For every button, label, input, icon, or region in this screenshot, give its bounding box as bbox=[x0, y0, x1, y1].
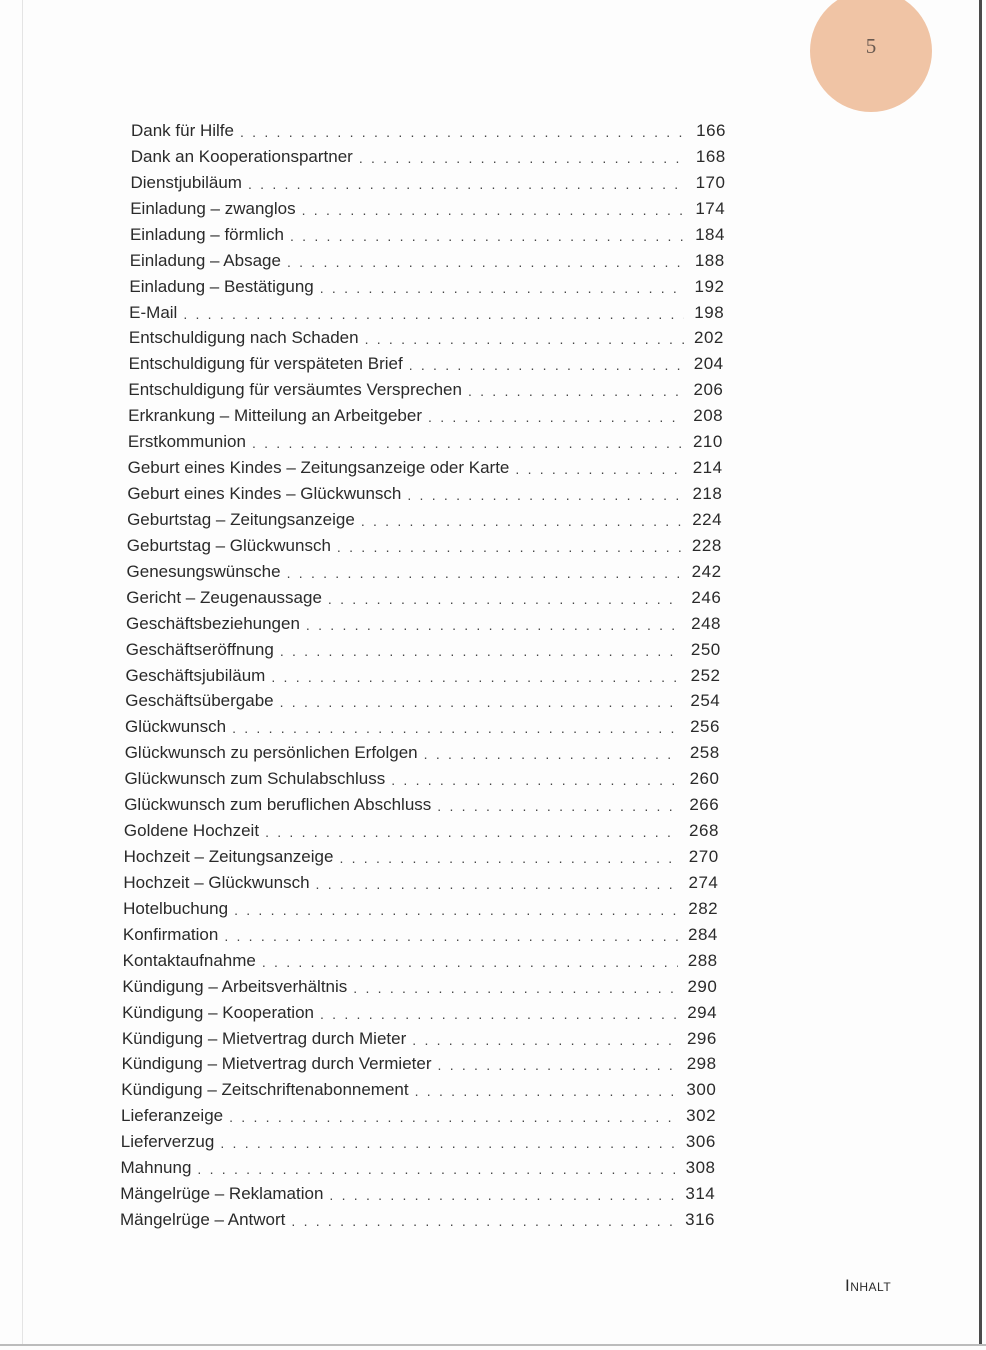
toc-dot-leader bbox=[329, 1186, 675, 1205]
toc-entry bbox=[129, 300, 724, 324]
toc-dot-leader bbox=[287, 564, 682, 583]
toc-entry-title: Dank für Hilfe bbox=[131, 121, 234, 140]
toc-entry-page: 266 bbox=[689, 795, 720, 815]
toc-dot-leader bbox=[287, 253, 685, 272]
toc-entry bbox=[126, 663, 721, 687]
toc-entry-page: 294 bbox=[687, 1002, 718, 1022]
toc-entry-title: Dank an Kooperationspartner bbox=[130, 146, 353, 166]
toc-dot-leader bbox=[280, 693, 681, 712]
toc-dot-leader bbox=[438, 1056, 677, 1075]
toc-entry bbox=[125, 740, 720, 764]
toc-entry-page: 260 bbox=[689, 769, 720, 789]
toc-entry bbox=[130, 196, 725, 220]
toc-entry-title: Geschäftsübergabe bbox=[125, 691, 274, 711]
toc-dot-leader bbox=[412, 1031, 677, 1050]
toc-entry bbox=[130, 248, 725, 272]
toc-entry-title: Glückwunsch zum Schulabschluss bbox=[124, 769, 386, 789]
toc-entry-title: Gericht – Zeugenaussage bbox=[126, 587, 322, 607]
toc-entry-title: Entschuldigung für versäumtes Versprechen bbox=[128, 380, 462, 400]
toc-entry-page: 208 bbox=[693, 406, 724, 426]
toc-entry-page: 202 bbox=[694, 328, 724, 348]
toc-entry bbox=[128, 429, 723, 453]
toc-dot-leader bbox=[320, 279, 685, 298]
toc-entry-title: Goldene Hochzeit bbox=[123, 821, 260, 841]
toc-entry-page: 270 bbox=[688, 847, 719, 867]
toc-dot-leader bbox=[339, 849, 678, 868]
toc-entry bbox=[124, 766, 719, 790]
toc-entry bbox=[123, 870, 718, 894]
toc-entry-page: 314 bbox=[685, 1184, 716, 1204]
toc-entry-page: 224 bbox=[692, 509, 723, 529]
toc-entry-page: 256 bbox=[690, 717, 720, 737]
toc-entry bbox=[120, 1181, 715, 1205]
toc-dot-leader bbox=[316, 875, 679, 894]
toc-entry bbox=[125, 688, 720, 712]
toc-entry-page: 298 bbox=[686, 1054, 717, 1074]
toc-entry bbox=[122, 974, 717, 998]
toc-entry-title: Glückwunsch zum beruflichen Abschluss bbox=[124, 795, 432, 815]
toc-entry bbox=[123, 948, 718, 972]
toc-dot-leader bbox=[306, 616, 681, 635]
section-label: Inhalt bbox=[845, 1276, 892, 1295]
toc-entry-page: 248 bbox=[691, 613, 722, 633]
toc-dot-leader bbox=[337, 538, 682, 557]
page-bottom-edge bbox=[0, 1344, 986, 1346]
toc-dot-leader bbox=[515, 460, 682, 479]
toc-entry-page: 170 bbox=[695, 172, 726, 192]
toc-entry bbox=[121, 1077, 716, 1101]
toc-entry bbox=[122, 1026, 717, 1050]
toc-entry-page: 290 bbox=[687, 976, 718, 996]
toc-entry bbox=[127, 559, 722, 583]
toc-entry-page: 306 bbox=[685, 1132, 716, 1152]
toc-entry-title: Geburt eines Kindes – Zeitungsanzeige oder Karte bbox=[127, 458, 510, 478]
toc-entry bbox=[129, 325, 724, 349]
toc-entry-title: Einladung – Bestätigung bbox=[129, 276, 314, 296]
toc-entry-page: 274 bbox=[688, 872, 719, 892]
toc-entry bbox=[124, 792, 719, 816]
toc-entry bbox=[121, 1103, 716, 1127]
toc-entry-title: Kündigung – Mietvertrag durch Vermieter bbox=[121, 1054, 432, 1074]
toc-entry-page: 198 bbox=[694, 302, 725, 322]
toc-entry-title: Entschuldigung für verspäteten Brief bbox=[128, 354, 403, 374]
toc-entry-title: Erstkommunion bbox=[127, 432, 246, 452]
toc-entry-title: Geschäftsbeziehungen bbox=[126, 613, 300, 633]
toc-dot-leader bbox=[353, 979, 677, 998]
toc-entry-title: Konfirmation bbox=[122, 924, 219, 944]
toc-entry-title: Dienstjubiläum bbox=[130, 172, 242, 192]
toc-entry bbox=[124, 818, 719, 842]
toc-dot-leader bbox=[234, 901, 678, 920]
toc-entry bbox=[125, 714, 720, 738]
toc-entry-title: Kontaktaufnahme bbox=[122, 950, 256, 970]
toc-dot-leader bbox=[280, 642, 681, 661]
toc-entry bbox=[127, 533, 722, 557]
toc-entry bbox=[129, 351, 724, 375]
toc-entry-page: 214 bbox=[692, 458, 723, 478]
toc-entry-title: Glückwunsch zu persönlichen Erfolgen bbox=[124, 743, 418, 763]
toc-dot-leader bbox=[232, 719, 680, 738]
toc-entry-title: Geburtstag – Glückwunsch bbox=[126, 535, 331, 555]
toc-entry-title: Einladung – Absage bbox=[129, 250, 281, 270]
toc-entry-title: Hochzeit – Glückwunsch bbox=[123, 872, 310, 892]
toc-entry-page: 284 bbox=[688, 924, 718, 944]
toc-entry-title: Hochzeit – Zeitungsanzeige bbox=[123, 847, 334, 867]
toc-entry bbox=[127, 481, 722, 505]
toc-entry-page: 210 bbox=[692, 432, 723, 452]
toc-entry-title: Kündigung – Zeitschriftenabonnement bbox=[121, 1080, 409, 1100]
toc-dot-leader bbox=[428, 408, 683, 427]
toc-entry-title: Entschuldigung nach Schaden bbox=[128, 328, 359, 348]
toc-dot-leader bbox=[240, 123, 686, 142]
toc-entry-page: 296 bbox=[686, 1028, 717, 1048]
toc-entry-page: 184 bbox=[695, 224, 725, 244]
toc-dot-leader bbox=[229, 1108, 676, 1127]
toc-entry bbox=[122, 1051, 717, 1075]
toc-entry-page: 302 bbox=[686, 1106, 717, 1126]
toc-entry-title: Einladung – zwanglos bbox=[130, 198, 296, 218]
toc-dot-leader bbox=[224, 927, 678, 946]
toc-dot-leader bbox=[359, 149, 686, 168]
toc-entry-page: 282 bbox=[688, 898, 719, 918]
toc-dot-leader bbox=[262, 953, 678, 972]
toc-entry bbox=[122, 1000, 717, 1024]
toc-entry-page: 168 bbox=[695, 146, 726, 166]
toc-entry bbox=[128, 377, 723, 401]
toc-entry bbox=[124, 844, 719, 868]
toc-entry-title: Hotelbuchung bbox=[123, 898, 229, 918]
toc-dot-leader bbox=[252, 434, 683, 453]
toc-entry bbox=[121, 1155, 716, 1179]
toc-dot-leader bbox=[468, 382, 683, 401]
toc-entry-title: Erkrankung – Mitteilung an Arbeitgeber bbox=[128, 406, 423, 426]
toc-entry-title: Kündigung – Mietvertrag durch Mieter bbox=[121, 1028, 407, 1048]
toc-entry-page: 300 bbox=[686, 1080, 717, 1100]
toc-dot-leader bbox=[391, 771, 679, 790]
toc-entry-title: Genesungswünsche bbox=[126, 561, 281, 581]
toc-entry-title: E-Mail bbox=[129, 302, 178, 322]
toc-entry-title: Geschäftseröffnung bbox=[125, 639, 274, 659]
toc-dot-leader bbox=[302, 201, 686, 220]
toc-entry bbox=[131, 118, 726, 142]
toc-entry-page: 254 bbox=[690, 691, 721, 711]
toc-entry bbox=[126, 637, 721, 661]
toc-entry-page: 206 bbox=[693, 380, 724, 400]
toc-dot-leader bbox=[415, 1082, 677, 1101]
toc-entry-title: Geburtstag – Zeitungsanzeige bbox=[127, 509, 355, 529]
toc-entry-page: 188 bbox=[694, 250, 725, 270]
toc-dot-leader bbox=[220, 1134, 675, 1153]
toc-dot-leader bbox=[365, 330, 684, 349]
toc-entry-page: 258 bbox=[689, 743, 720, 763]
toc-entry-title: Geschäftsjubiläum bbox=[125, 665, 266, 685]
toc-entry bbox=[121, 1129, 716, 1153]
toc-entry-page: 246 bbox=[691, 587, 722, 607]
toc-entry-title: Kündigung – Kooperation bbox=[122, 1002, 314, 1022]
toc-entry-page: 204 bbox=[693, 354, 724, 374]
toc-entry bbox=[123, 922, 718, 946]
toc-entry-title: Geburt eines Kindes – Glückwunsch bbox=[127, 484, 402, 504]
toc-dot-leader bbox=[291, 1212, 675, 1231]
toc-entry bbox=[120, 1207, 715, 1231]
toc-entry bbox=[131, 144, 726, 168]
toc-entry-page: 166 bbox=[696, 121, 726, 140]
toc-dot-leader bbox=[271, 668, 680, 687]
toc-dot-leader bbox=[361, 512, 682, 531]
toc-entry bbox=[130, 170, 725, 194]
toc-dot-leader bbox=[290, 227, 685, 246]
toc-entry-title: Glückwunsch bbox=[124, 717, 227, 737]
toc-dot-leader bbox=[407, 486, 682, 505]
toc-entry-page: 252 bbox=[690, 665, 721, 685]
toc-entry-page: 250 bbox=[690, 639, 721, 659]
toc-entry bbox=[128, 403, 723, 427]
toc-entry bbox=[126, 585, 721, 609]
toc-entry bbox=[126, 611, 721, 635]
section-footer bbox=[845, 1276, 891, 1296]
toc-entry-title: Kündigung – Arbeitsverhältnis bbox=[122, 976, 348, 996]
toc-dot-leader bbox=[437, 797, 679, 816]
toc-entry-page: 218 bbox=[692, 484, 723, 504]
toc-entry-title: Einladung – förmlich bbox=[129, 224, 284, 244]
toc-dot-leader bbox=[328, 590, 681, 609]
toc-dot-leader bbox=[424, 745, 680, 764]
toc-dot-leader bbox=[320, 1005, 677, 1024]
toc-entry bbox=[129, 274, 724, 298]
toc-entry-title: Mängelrüge – Reklamation bbox=[120, 1184, 324, 1204]
toc-entry-title: Lieferverzug bbox=[120, 1132, 215, 1152]
toc-dot-leader bbox=[183, 305, 684, 324]
toc-dot-leader bbox=[248, 175, 686, 194]
toc-entry bbox=[127, 507, 722, 531]
toc-entry-title: Lieferanzeige bbox=[121, 1106, 224, 1126]
toc-entry-page: 242 bbox=[691, 561, 722, 581]
toc-entry-page: 174 bbox=[695, 198, 726, 218]
toc-entry bbox=[123, 896, 718, 920]
toc-dot-leader bbox=[197, 1160, 675, 1179]
toc-entry-page: 268 bbox=[689, 821, 719, 841]
toc-entry-page: 308 bbox=[685, 1158, 716, 1178]
toc-entry-page: 288 bbox=[687, 950, 718, 970]
toc-entry-page: 228 bbox=[691, 535, 722, 555]
toc-entry-title: Mahnung bbox=[120, 1158, 192, 1178]
toc-entry bbox=[128, 455, 723, 479]
toc-entry-page: 316 bbox=[685, 1210, 715, 1230]
toc-entry-title: Mängelrüge – Antwort bbox=[120, 1210, 286, 1230]
toc-dot-leader bbox=[409, 356, 684, 375]
toc-entry bbox=[130, 222, 725, 246]
toc-entry-page: 192 bbox=[694, 276, 725, 296]
page-number: 5 bbox=[865, 34, 877, 58]
toc-dot-leader bbox=[265, 823, 679, 842]
